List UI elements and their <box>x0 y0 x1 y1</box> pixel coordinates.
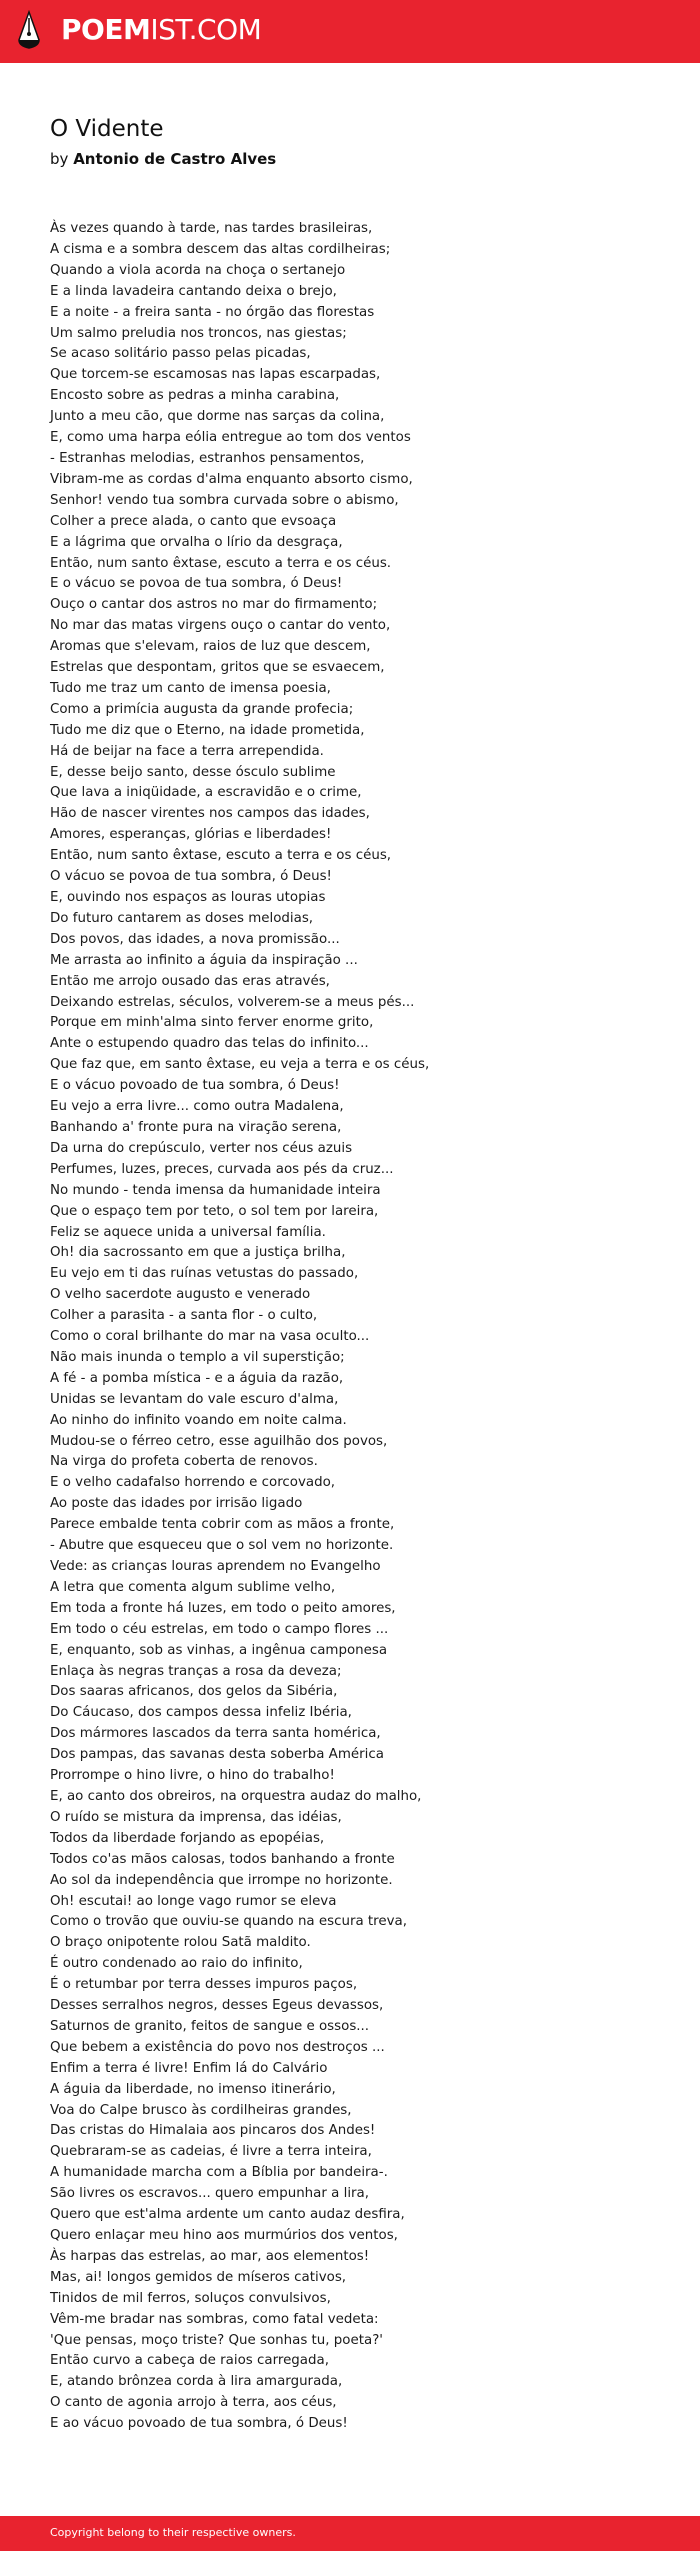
poem-line: Então, num santo êxtase, escuto a terra e os céus, <box>50 848 392 864</box>
poem-byline <box>50 149 276 169</box>
site-footer <box>0 2516 700 2551</box>
poem-line: Parece embalde tenta cobrir com as mãos a fronte, <box>50 1517 395 1533</box>
poem-line: Em todo o céu estrelas, em todo o campo flores ... <box>50 1621 389 1637</box>
poem-line: E a noite - a freira santa - no órgão das florestas <box>50 304 375 320</box>
poem-line: Perfumes, luzes, preces, curvada aos pés da cruz... <box>50 1161 394 1177</box>
poem-line: Oh! dia sacrossanto em que a justiça brilha, <box>50 1245 346 1261</box>
poem-line: Da urna do crepúsculo, verter nos céus azuis <box>50 1140 353 1156</box>
pen-nib-logo-icon[interactable] <box>17 10 41 50</box>
poem-line: Um salmo preludia nos troncos, nas giestas; <box>50 325 347 341</box>
poem-line: - Abutre que esqueceu que o sol vem no horizonte. <box>50 1538 394 1554</box>
poem-line: Encosto sobre as pedras a minha carabina, <box>50 388 340 404</box>
poem-line: Tudo me diz que o Eterno, na idade prometida, <box>50 722 365 738</box>
poem-line: Mas, ai! longos gemidos de míseros cativos, <box>50 2269 347 2285</box>
poem-line: Mudou-se o férreo cetro, esse aguilhão dos povos, <box>50 1433 388 1449</box>
poem-line: Quando a viola acorda na choça o sertanejo <box>50 262 346 278</box>
poem-line: Que lava a iniqüidade, a escravidão e o crime, <box>50 785 362 801</box>
poem-line: No mar das matas virgens ouço o cantar do vento, <box>50 618 391 634</box>
poem-line: Que o espaço tem por teto, o sol tem por lareira, <box>50 1203 379 1219</box>
poem-line: A águia da liberdade, no imenso itinerário, <box>50 2081 336 2097</box>
poem-line: Na virga do profeta coberta de renovos. <box>50 1454 318 1470</box>
poem-line: Estrelas que despontam, gritos que se esvaecem, <box>50 660 385 676</box>
poem-line: Saturnos de granito, feitos de sangue e ossos... <box>50 2018 370 2034</box>
poem-line: Tudo me traz um canto de imensa poesia, <box>50 680 331 696</box>
poem-line: Vede: as crianças louras aprendem no Evangelho <box>50 1559 381 1574</box>
poem-line: Ao poste das idades por irrisão ligado <box>50 1496 303 1512</box>
poem-line: E o velho cadafalso horrendo e corcovado, <box>50 1475 336 1491</box>
poem-line: Feliz se aquece unida a universal família. <box>50 1224 326 1240</box>
byline-label: by <box>50 150 69 168</box>
logo-bold-text: POEM <box>61 13 151 46</box>
poem-line: Das cristas do Himalaia aos pincaros dos Andes! <box>50 2123 376 2139</box>
poem-line: Quebraram-se as cadeias, é livre a terra inteira, <box>50 2144 372 2160</box>
poem-line: É outro condenado ao raio do infinito, <box>50 1956 303 1972</box>
poem-line: Ao ninho do infinito voando em noite calma. <box>50 1412 347 1428</box>
poem-title: O Vidente <box>50 116 164 142</box>
poem-line: Que bebem a existência do povo nos destroços ... <box>50 2039 385 2055</box>
poem-line: Amores, esperanças, glórias e liberdades! <box>50 827 332 843</box>
poem-line: Eu vejo em ti das ruínas vetustas do passado, <box>50 1266 359 1282</box>
poem-line: E a lágrima que orvalha o lírio da desgraça, <box>50 534 343 550</box>
poem-line: Colher a parasita - a santa flor - o culto, <box>50 1308 318 1324</box>
poem-line: E, como uma harpa eólia entregue ao tom dos ventos <box>50 430 411 446</box>
poem-line: Todos da liberdade forjando as epopéias, <box>50 1830 325 1846</box>
poem-line: E, atando brônzea corda à lira amargurada, <box>50 2374 343 2390</box>
poem-line: Ouço o cantar dos astros no mar do firmamento; <box>50 597 378 613</box>
poem-line: Dos pampas, das savanas desta soberba América <box>50 1747 384 1763</box>
poem-line: A humanidade marcha com a Bíblia por bandeira-. <box>50 2165 388 2181</box>
poem-line: Enfim a terra é livre! Enfim lá do Calvário <box>50 2060 328 2076</box>
poem-line: Como o trovão que ouviu-se quando na escura treva, <box>50 1914 408 1930</box>
poem-line: Porque em minh'alma sinto ferver enorme grito, <box>50 1015 374 1031</box>
poem-line: O velho sacerdote augusto e venerado <box>50 1287 311 1303</box>
poem-line: O ruído se mistura da imprensa, das idéias, <box>50 1809 342 1825</box>
poem-line: 'Que pensas, moço triste? Que sonhas tu, poeta?' <box>50 2332 383 2348</box>
poem-line: Eu vejo a erra livre... como outra Madalena, <box>50 1099 344 1115</box>
poem-line: O braço onipotente rolou Satã maldito. <box>50 1935 311 1951</box>
poem-line: Desses serralhos negros, desses Egeus devassos, <box>50 1998 384 2014</box>
poem-line: Vibram-me as cordas d'alma enquanto absorto cismo, <box>50 471 413 487</box>
poem-line: Banhando a' fronte pura na viração serena, <box>50 1119 342 1135</box>
poem-line: Aromas que s'elevam, raios de luz que descem, <box>50 639 371 655</box>
poem-line: Que faz que, em santo êxtase, eu veja a terra e os céus, <box>50 1057 430 1073</box>
poem-line: Enlaça às negras tranças a rosa da deveza; <box>50 1663 342 1679</box>
author-link[interactable]: Antonio de Castro Alves <box>73 150 277 168</box>
poem-line: Quero enlaçar meu hino aos murmúrios dos ventos, <box>50 2228 398 2243</box>
poem-line: No mundo - tenda imensa da humanidade inteira <box>50 1182 381 1198</box>
site-header <box>0 0 700 63</box>
poem-body <box>50 219 670 2435</box>
poem-line: Todos co'as mãos calosas, todos banhando a fronte <box>50 1851 395 1867</box>
poem-line: Dos mármores lascados da terra santa homérica, <box>50 1726 381 1742</box>
poem-line: A cisma e a sombra descem das altas cordilheiras; <box>50 241 391 257</box>
poem-line: Ao sol da independência que irrompe no horizonte. <box>50 1872 393 1888</box>
poem-line: Unidas se levantam do vale escuro d'alma, <box>50 1391 339 1407</box>
poem-line: Deixando estrelas, séculos, volverem-se a meus pés... <box>50 994 415 1010</box>
poem-line: Me arrasta ao infinito a águia da inspiração ... <box>50 952 358 968</box>
poem-line: Do Cáucaso, dos campos dessa infeliz Ibéria, <box>50 1705 352 1721</box>
poem-line: A letra que comenta algum sublime velho, <box>50 1579 336 1595</box>
poem-line: Senhor! vendo tua sombra curvada sobre o abismo, <box>50 492 399 508</box>
poem-line: E a linda lavadeira cantando deixa o brejo, <box>50 283 337 299</box>
poem-line: Então me arrojo ousado das eras através, <box>50 973 330 989</box>
poem-line: Prorrompe o hino livre, o hino do trabalho! <box>50 1768 335 1784</box>
poem-line: Vêm-me bradar nas sombras, como fatal vedeta: <box>50 2311 379 2327</box>
poem-line: Às harpas das estrelas, ao mar, aos elementos! <box>50 2248 370 2264</box>
site-logo[interactable] <box>61 13 261 47</box>
poem-line: São livres os escravos... quero empunhar a lira, <box>50 2186 370 2202</box>
poem-line: E o vácuo povoado de tua sombra, ó Deus! <box>50 1078 340 1094</box>
poem-line: E o vácuo se povoa de tua sombra, ó Deus! <box>50 576 343 592</box>
poem-line: O canto de agonia arrojo à terra, aos céus, <box>50 2395 337 2411</box>
poem-line: Do futuro cantarem as doses melodias, <box>50 910 314 926</box>
poem-line: E, ouvindo nos espaços as louras utopias <box>50 890 326 905</box>
poem-line: Como a primícia augusta da grande profecia; <box>50 701 354 717</box>
poem-line: - Estranhas melodias, estranhos pensamentos, <box>50 450 365 466</box>
poem-line: Junto a meu cão, que dorme nas sarças da colina, <box>50 409 385 425</box>
poem-line: Voa do Calpe brusco às cordilheiras grandes, <box>50 2102 352 2118</box>
poem-line: Quero que est'alma ardente um canto audaz desfira, <box>50 2207 405 2223</box>
poem-line: E ao vácuo povoado de tua sombra, ó Deus! <box>50 2416 348 2432</box>
poem-line: Colher a prece alada, o canto que evsoaça <box>50 513 337 529</box>
poem-line: É o retumbar por terra desses impuros paços, <box>50 1977 358 1993</box>
poem-line: Hão de nascer virentes nos campos das idades, <box>50 806 370 822</box>
poem-line: Se acaso solitário passo pelas picadas, <box>50 346 311 362</box>
poem-line: Então curvo a cabeça de raios carregada, <box>50 2353 329 2369</box>
poem-line: Como o coral brilhante do mar na vasa oculto... <box>50 1329 370 1345</box>
poem-line: O vácuo se povoa de tua sombra, ó Deus! <box>50 869 332 885</box>
poem-line: Às vezes quando à tarde, nas tardes brasileiras, <box>50 221 373 236</box>
poem-line: Dos povos, das idades, a nova promissão... <box>50 931 340 947</box>
poem-line: E, enquanto, sob as vinhas, a ingênua camponesa <box>50 1642 388 1658</box>
poem-line: Tinidos de mil ferros, soluços convulsivos, <box>50 2290 331 2306</box>
poem-line: Dos saaras africanos, dos gelos da Sibéria, <box>50 1684 338 1700</box>
poem-line: Oh! escutai! ao longe vago rumor se eleva <box>50 1893 337 1909</box>
poem-line: E, ao canto dos obreiros, na orquestra audaz do malho, <box>50 1788 422 1804</box>
poem-line: Ante o estupendo quadro das telas do infinito... <box>50 1036 369 1052</box>
poem-line: E, desse beijo santo, desse ósculo sublime <box>50 764 336 780</box>
poem-line: Há de beijar na face a terra arrependida. <box>50 743 324 759</box>
poem-line: Que torcem-se escamosas nas lapas escarpadas, <box>50 367 381 383</box>
poem-line: Então, num santo êxtase, escuto a terra e os céus. <box>50 555 392 571</box>
poem-line: Não mais inunda o templo a vil superstição; <box>50 1349 345 1365</box>
poem-line: Em toda a fronte há luzes, em todo o peito amores, <box>50 1600 396 1616</box>
copyright-text: Copyright belong to their respective owners. <box>50 2526 296 2539</box>
poem-line: A fé - a pomba mística - e a águia da razão, <box>50 1370 344 1386</box>
logo-light-text: IST.COM <box>150 13 262 46</box>
